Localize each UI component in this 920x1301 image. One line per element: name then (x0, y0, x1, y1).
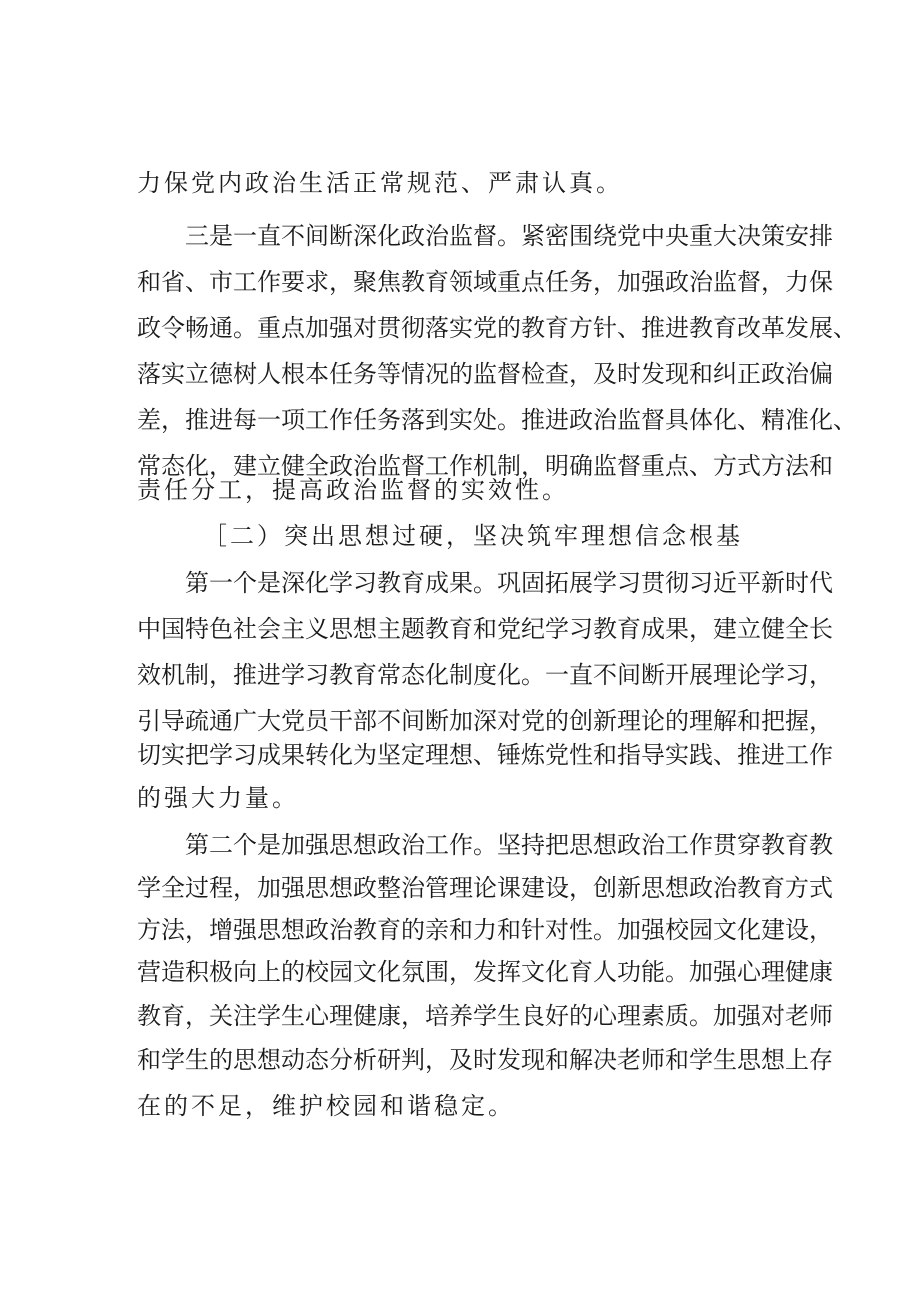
paragraph-line: 切实把学习成果转化为坚定理想、锤炼党性和指导实践、推进工作 (137, 741, 833, 769)
paragraph-line: 责任分工，提高政治监督的实效性。 (137, 476, 569, 504)
paragraph-line: 和省、市工作要求，聚焦教育领域重点任务，加强政治监督，力保 (137, 268, 833, 296)
paragraph-line: 常态化，建立健全政治监督工作机制，明确监督重点、方式方法和 (137, 452, 833, 480)
paragraph-line: 的强大力量。 (137, 784, 299, 812)
paragraph-line: 引导疏通广大党员干部不间断加深对党的创新理论的理解和把握， (137, 707, 833, 735)
paragraph-line: 营造积极向上的校园文化氛围，发挥文化育人功能。加强心理健康 (137, 958, 833, 986)
paragraph-line: 第一个是深化学习教育成果。巩固拓展学习贯彻习近平新时代 (185, 569, 833, 597)
paragraph-line: 中国特色社会主义思想主题教育和党纪学习教育成果，建立健全长 (137, 615, 833, 643)
paragraph-line: 学全过程，加强思想政整治管理论课建设，创新思想政治教育方式 (137, 874, 833, 902)
paragraph-line: 教育，关注学生心理健康，培养学生良好的心理素质。加强对老师 (137, 1002, 833, 1030)
paragraph-line: 和学生的思想动态分析研判，及时发现和解决老师和学生思想上存 (137, 1046, 833, 1074)
paragraph-line: 效机制，推进学习教育常态化制度化。一直不间断开展理论学习， (137, 661, 833, 689)
paragraph-line: 力保党内政治生活正常规范、严肃认真。 (137, 169, 623, 197)
paragraph-line: 方法，增强思想政治教育的亲和力和针对性。加强校园文化建设， (137, 916, 833, 944)
paragraph-line: 差，推进每一项工作任务落到实处。推进政治监督具体化、精准化、 (137, 406, 857, 434)
paragraph-line: 第二个是加强思想政治工作。坚持把思想政治工作贯穿教育教 (185, 831, 833, 859)
paragraph-line: 政令畅通。重点加强对贯彻落实党的教育方针、推进教育改革发展、 (137, 314, 857, 342)
paragraph-line: 在的不足，维护校园和谐稳定。 (137, 1092, 515, 1120)
paragraph-line: 三是一直不间断深化政治监督。紧密围绕党中央重大决策安排 (185, 222, 833, 250)
paragraph-line: 落实立德树人根本任务等情况的监督检查，及时发现和纠正政治偏 (137, 360, 833, 388)
section-heading: ［二）突出思想过硬，坚决筑牢理想信念根基 (203, 522, 743, 550)
